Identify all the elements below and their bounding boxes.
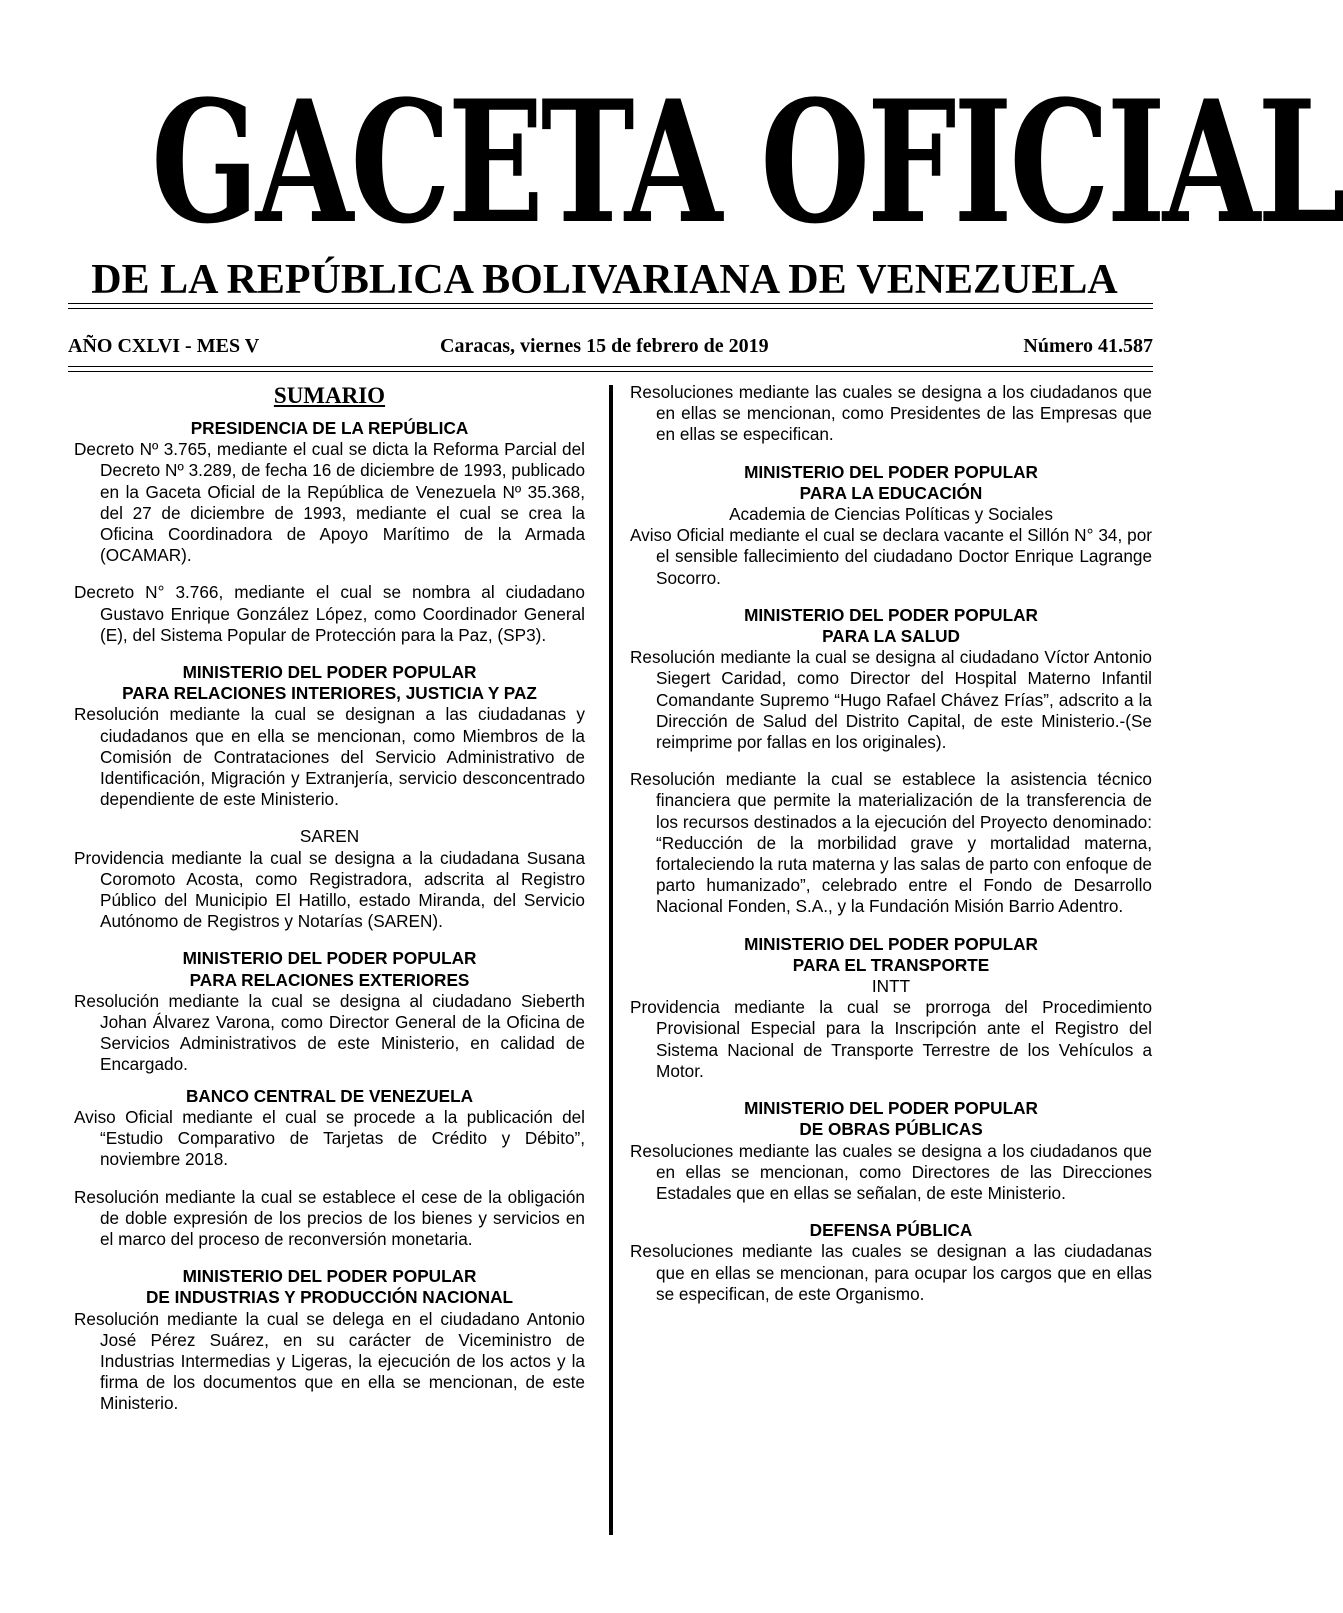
summary-entry: Resolución mediante la cual se delega en el ciudadano Antonio José Pérez Suárez, en su carácter de Viceministro de Industrias Intermedias y Ligeras, la ejecución de los actos y la firma de los documentos que en ella se mencionan, de este Ministerio. (74, 1308, 585, 1414)
section-heading: BANCO CENTRAL DE VENEZUELA (185, 1085, 474, 1106)
section-heading: DEFENSA PÚBLICA (809, 1220, 973, 1241)
issue-date: Caracas, viernes 15 de febrero de 2019 (440, 335, 769, 357)
section-heading: DE OBRAS PÚBLICAS (799, 1119, 983, 1140)
summary-entry: Resoluciones mediante las cuales se designan a las ciudadanas que en ellas se mencionan, para ocupar los cargos que en ellas se especifican, de este Organismo. (630, 1241, 1152, 1304)
section-heading: PARA EL TRANSPORTE (792, 954, 990, 975)
summary-entry: Providencia mediante la cual se designa a la ciudadana Susana Coromoto Acosta, como Registradora, adscrita al Registro Público del Municipio El Hatillo, estado Miranda, del Servicio Autónomo de Registros y Notarías (SAREN). (74, 847, 585, 932)
section-heading: MINISTERIO DEL PODER POPULAR (744, 1098, 1038, 1119)
summary-entry: Decreto Nº 3.765, mediante el cual se dicta la Reforma Parcial del Decreto Nº 3.289, de fecha 16 de diciembre de 1993, publicado en la Gaceta Oficial de la República de Venezuela Nº 35.368, del 27 de diciembre de 1993, mediante el cual se crea la Oficina Coordinadora de Apoyo Marítimo de la Armada (OCAMAR). (74, 439, 585, 566)
summary-entry: Decreto N° 3.766, mediante el cual se nombra al ciudadano Gustavo Enrique González López, como Coordinador General (E), del Sistema Popular de Protección para la Paz, (SP3). (74, 582, 585, 645)
section-subheading: INTT (871, 976, 911, 997)
sumario-left-column (74, 382, 585, 1415)
column-divider (609, 385, 613, 1535)
summary-entry: Aviso Oficial mediante el cual se procede a la publicación del “Estudio Comparativo de Tarjetas de Crédito y Débito”, noviembre 2018. (74, 1106, 585, 1170)
header-rule-bottom-1 (68, 366, 1153, 367)
summary-entry: Resolución mediante la cual se designa al ciudadano Víctor Antonio Siegert Caridad, como Director del Hospital Materno Infantil Comandante Supremo “Hugo Rafael Chávez Frías”, adscrito a la Dirección de Salud del Distrito Capital, de este Ministerio.-(Se reimprime por fallas en los originales). (630, 647, 1152, 753)
section-heading: MINISTERIO DEL PODER POPULAR (744, 933, 1038, 954)
header-rule-top-1 (68, 303, 1153, 304)
section-heading: PARA RELACIONES EXTERIORES (189, 969, 470, 990)
section-heading: MINISTERIO DEL PODER POPULAR (744, 461, 1038, 482)
summary-entry: Resoluciones mediante las cuales se designa a los ciudadanos que en ellas se mencionan, como Directores de las Direcciones Estadales que en ellas se señalan, de este Ministerio. (630, 1140, 1152, 1203)
section-heading: MINISTERIO DEL PODER POPULAR (182, 662, 477, 683)
masthead-subtitle: DE LA REPÚBLICA BOLIVARIANA DE VENEZUELA (91, 257, 1118, 303)
section-subheading: Academia de Ciencias Políticas y Sociales (729, 504, 1053, 525)
section-subheading: SAREN (299, 826, 360, 847)
summary-entry: Resolución mediante la cual se designan a las ciudadanas y ciudadanos que en ella se mencionan, como Miembros de la Comisión de Contrataciones del Servicio Administrativo de Identificación, Migración y Extranjería, servicio desconcentrado dependiente de este Ministerio. (74, 704, 585, 810)
summary-entry: Providencia mediante la cual se prorroga del Procedimiento Provisional Especial para la Inscripción ante el Registro del Sistema Nacional de Transporte Terrestre de los Vehículos a Motor. (630, 997, 1152, 1081)
section-heading: PARA LA SALUD (822, 626, 960, 647)
section-heading: PARA RELACIONES INTERIORES, JUSTICIA Y PAZ (122, 683, 537, 704)
section-heading: PRESIDENCIA DE LA REPÚBLICA (190, 418, 469, 438)
issue-year-month: AÑO CXLVI - MES V (68, 335, 260, 357)
issue-number: Número 41.587 (1023, 335, 1153, 357)
section-heading: PARA LA EDUCACIÓN (799, 482, 983, 503)
summary-entry: Resolución mediante la cual se establece la asistencia técnico financiera que permite la materialización de la transferencia de los recursos destinados a la ejecución del Proyecto denominado: “Reducción de la morbilidad grave y mortalidad materna, fortaleciendo la ruta materna y las salas de parto con enfoque de parto humanizado”, celebrado entre el Fondo de Desarrollo Nacional Fonden, S.A., y la Fundación Misión Barrio Adentro. (630, 769, 1152, 917)
summary-entry: Aviso Oficial mediante el cual se declara vacante el Sillón N° 34, por el sensible fallecimiento del ciudadano Doctor Enrique Lagrange Socorro. (630, 525, 1152, 588)
masthead-title: GACETA OFICIAL (151, 63, 1343, 261)
summary-entry: Resolución mediante la cual se designa al ciudadano Sieberth Johan Álvarez Varona, como Director General de la Oficina de Servicios Administrativos de este Ministerio, en calidad de Encargado. (74, 990, 585, 1075)
summary-entry: Resolución mediante la cual se establece el cese de la obligación de doble expresión de los precios de los bienes y servicios en el marco del proceso de reconversión monetaria. (74, 1186, 585, 1249)
header-rule-bottom-2 (68, 371, 1153, 372)
section-heading: DE INDUSTRIAS Y PRODUCCIÓN NACIONAL (145, 1287, 513, 1308)
section-heading: MINISTERIO DEL PODER POPULAR (182, 948, 477, 969)
sumario-title: SUMARIO (273, 383, 386, 408)
summary-entry: Resoluciones mediante las cuales se designa a los ciudadanos que en ellas se mencionan, como Presidentes de las Empresas que en ellas se especifican. (630, 382, 1152, 445)
sumario-right-column (630, 382, 1152, 1305)
header-rule-top-2 (68, 308, 1153, 309)
section-heading: MINISTERIO DEL PODER POPULAR (744, 604, 1038, 625)
section-heading: MINISTERIO DEL PODER POPULAR (182, 1266, 477, 1287)
